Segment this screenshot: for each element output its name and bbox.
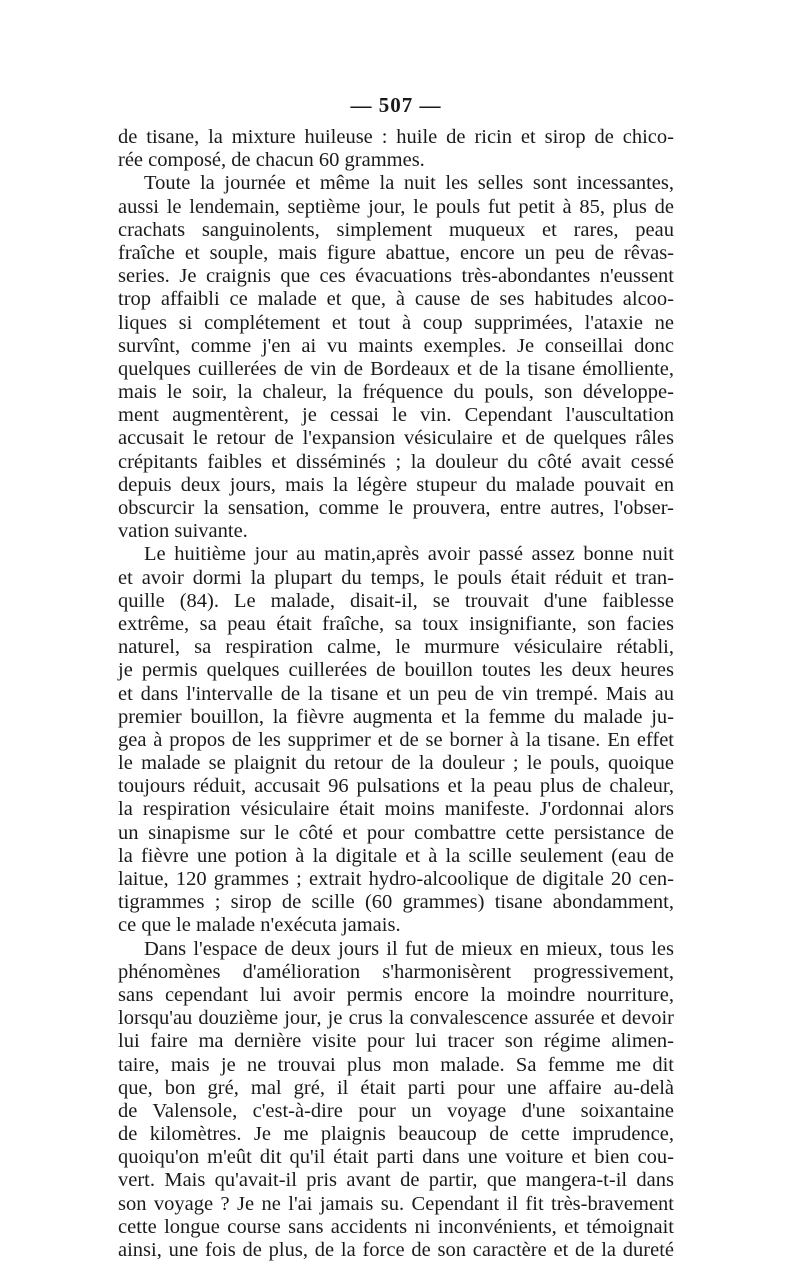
text-line: fraîche et souple, mais figure abattue, encore un peu de rêvas- [118, 241, 674, 264]
text-line: toujours réduit, accusait 96 pulsations et la peau plus de chaleur, [118, 775, 674, 798]
text-line: depuis deux jours, mais la légère stupeur du malade pouvait en [118, 473, 674, 496]
text-line: crépitants faibles et disséminés ; la douleur du côté avait cessé [118, 450, 674, 473]
text-line: mais le soir, la chaleur, la fréquence du pouls, son développe- [118, 381, 674, 404]
text-line: sans cependant lui avoir permis encore la moindre nourriture, [118, 983, 674, 1006]
text-line: tigrammes ; sirop de scille (60 grammes) tisane abondamment, [118, 891, 674, 914]
text-line: taire, mais je ne trouvai plus mon malade. Sa femme me dit [118, 1053, 674, 1076]
text-line: et dans l'intervalle de la tisane et un peu de vin trempé. Mais au [118, 682, 674, 705]
text-line: naturel, sa respiration calme, le murmure vésiculaire rétabli, [118, 636, 674, 659]
text-line: trop affaibli ce malade et que, à cause de ses habitudes alcoo- [118, 288, 674, 311]
text-line: extrême, sa peau était fraîche, sa toux insignifiante, son facies [118, 612, 674, 635]
text-line: liques si complétement et tout à coup supprimées, l'ataxie ne [118, 311, 674, 334]
text-line: que, bon gré, mal gré, il était parti pour une affaire au-delà [118, 1076, 674, 1099]
text-line: de Valensole, c'est-à-dire pour un voyage d'une soixantaine [118, 1099, 674, 1122]
text-line: cette longue course sans accidents ni inconvénients, et témoignait [118, 1215, 674, 1238]
text-line: Dans l'espace de deux jours il fut de mieux en mieux, tous les [144, 937, 674, 960]
text-line: series. Je craignis que ces évacuations très-abondantes n'eussent [118, 265, 674, 288]
text-line: vation suivante. [118, 520, 248, 543]
text-line: de kilomètres. Je me plaignis beaucoup de cette imprudence, [118, 1123, 674, 1146]
text-line: lui faire ma dernière visite pour lui tracer son régime alimen- [118, 1030, 674, 1053]
text-line: je permis quelques cuillerées de bouillon toutes les deux heures [118, 659, 674, 682]
text-line: de tisane, la mixture huileuse : huile de ricin et sirop de chico- [118, 126, 674, 148]
body-text [118, 126, 674, 1262]
text-line: lorsqu'au douzième jour, je crus la convalescence assurée et devoir [118, 1007, 674, 1030]
text-line: quelques cuillerées de vin de Bordeaux et de la tisane émolliente, [118, 357, 674, 380]
text-line: crachats sanguinolents, simplement muqueux et rares, peau [118, 218, 674, 241]
text-line: vert. Mais qu'avait-il pris avant de partir, que mangera-t-il dans [118, 1169, 674, 1192]
text-line: Le huitième jour au matin,après avoir passé assez bonne nuit [144, 543, 674, 566]
text-line: phénomènes d'amélioration s'harmonisèrent progressivement, [118, 960, 674, 983]
text-line: premier bouillon, la fièvre augmenta et la femme du malade ju- [118, 705, 674, 728]
text-line: quille (84). Le malade, disait-il, se trouvait d'une faiblesse [118, 589, 674, 612]
text-line: rée composé, de chacun 60 grammes. [118, 149, 425, 172]
text-line: ainsi, une fois de plus, de la force de son caractère et de la dureté [118, 1239, 674, 1261]
text-line: la respiration vésiculaire était moins manifeste. J'ordonnai alors [118, 798, 674, 821]
text-line: ment augmentèrent, je cessai le vin. Cependant l'auscultation [118, 404, 674, 427]
text-line: Toute la journée et même la nuit les selles sont incessantes, [144, 172, 674, 195]
text-line: obscurcir la sensation, comme le prouvera, entre autres, l'obser- [118, 497, 674, 519]
text-line: quoiqu'on m'eût dit qu'il était parti dans une voiture et bien cou- [118, 1146, 674, 1169]
text-line: survînt, comme j'en ai vu maints exemples. Je conseillai donc [118, 334, 674, 357]
text-line: et avoir dormi la plupart du temps, le pouls était réduit et tran- [118, 566, 674, 589]
text-line: laitue, 120 grammes ; extrait hydro-alcoolique de digitale 20 cen- [118, 868, 674, 890]
page-number: — 507 — [350, 93, 442, 117]
text-line: ce que le malade n'exécuta jamais. [118, 914, 401, 937]
text-line: un sinapisme sur le côté et pour combattre cette persistance de [118, 821, 674, 844]
text-line: son voyage ? Je ne l'ai jamais su. Cependant il fit très-bravement [118, 1192, 674, 1215]
text-line: aussi le lendemain, septième jour, le pouls fut petit à 85, plus de [118, 195, 674, 218]
text-line: le malade se plaignit du retour de la douleur ; le pouls, quoique [118, 752, 674, 775]
text-line: la fièvre une potion à la digitale et à la scille seulement (eau de [118, 844, 674, 867]
text-line: gea à propos de les supprimer et de se borner à la tisane. En effet [118, 728, 674, 751]
book-page [118, 88, 674, 1262]
text-line: accusait le retour de l'expansion vésiculaire et de quelques râles [118, 427, 674, 450]
